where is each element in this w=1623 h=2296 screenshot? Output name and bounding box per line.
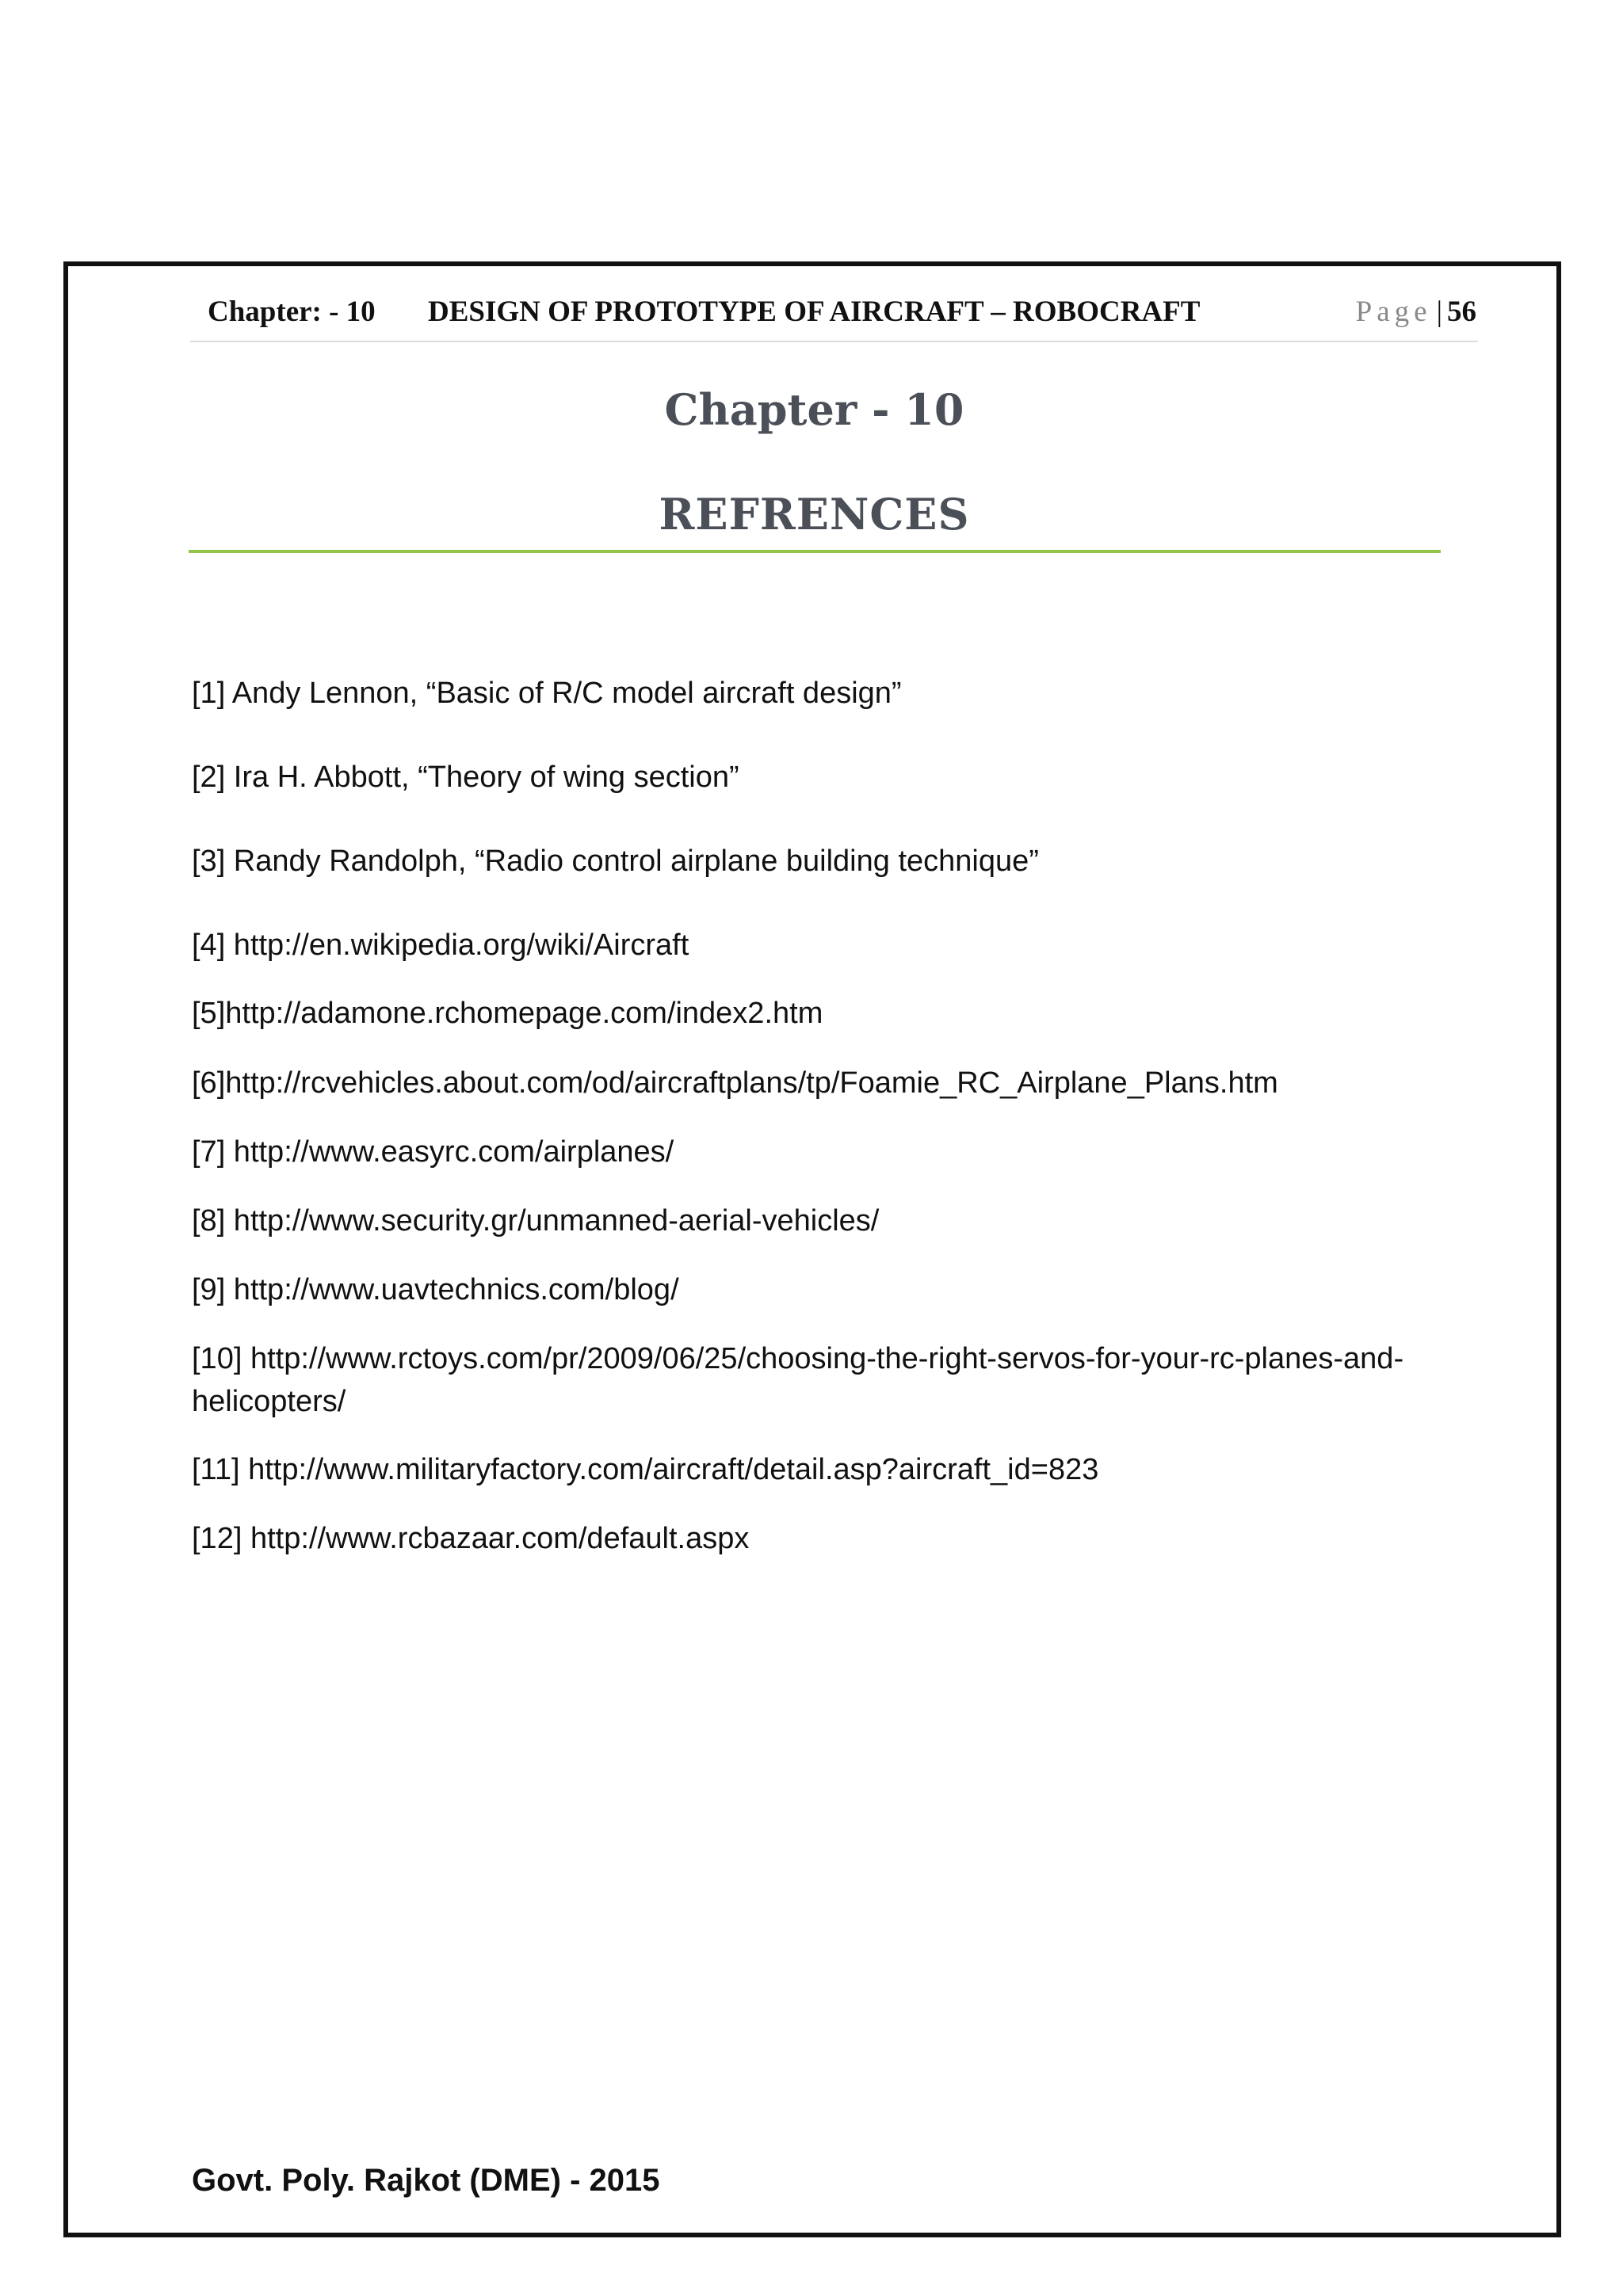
- reference-item: [2] Ira H. Abbott, “Theory of wing section”: [192, 761, 739, 794]
- running-header: [190, 293, 1478, 341]
- reference-item: [1] Andy Lennon, “Basic of R/C model aircraft design”: [192, 677, 902, 710]
- page-border: [63, 261, 1561, 2237]
- reference-item: [10] http://www.rctoys.com/pr/2009/06/25/choosing-the-right-servos-for-your-rc-planes-and-helicopters/: [192, 1342, 1404, 1418]
- header-page-number: 56: [1447, 296, 1476, 328]
- header-title: DESIGN OF PROTOTYPE OF AIRCRAFT – ROBOCRAFT: [428, 296, 1201, 328]
- reference-item: [12] http://www.rcbazaar.com/default.aspx: [192, 1522, 750, 1555]
- header-chapter-label: Chapter: - 10: [208, 296, 376, 328]
- heading-underline: [189, 550, 1441, 553]
- header-page-separator: |: [1436, 296, 1442, 328]
- header-page-indicator: [1356, 295, 1476, 329]
- reference-item: [8] http://www.security.gr/unmanned-aerial-vehicles/: [192, 1204, 880, 1238]
- reference-item: [9] http://www.uavtechnics.com/blog/: [192, 1273, 679, 1306]
- reference-item: [7] http://www.easyrc.com/airplanes/: [192, 1135, 674, 1169]
- reference-item: [4] http://en.wikipedia.org/wiki/Aircraft: [192, 929, 689, 962]
- header-rule: [190, 341, 1478, 342]
- reference-item: [5]http://adamone.rchomepage.com/index2.htm: [192, 997, 823, 1030]
- reference-item: [3] Randy Randolph, “Radio control airplane building technique”: [192, 845, 1039, 878]
- reference-item: [6]http://rcvehicles.about.com/od/aircraftplans/tp/Foamie_RC_Airplane_Plans.htm: [192, 1066, 1278, 1100]
- section-heading: REFRENCES: [659, 489, 970, 540]
- page-footer: Govt. Poly. Rajkot (DME) - 2015: [192, 2163, 660, 2198]
- header-page-word: Page: [1355, 296, 1432, 328]
- chapter-heading: Chapter - 10: [664, 384, 964, 435]
- reference-item: [11] http://www.militaryfactory.com/aircraft/detail.asp?aircraft_id=823: [192, 1453, 1099, 1486]
